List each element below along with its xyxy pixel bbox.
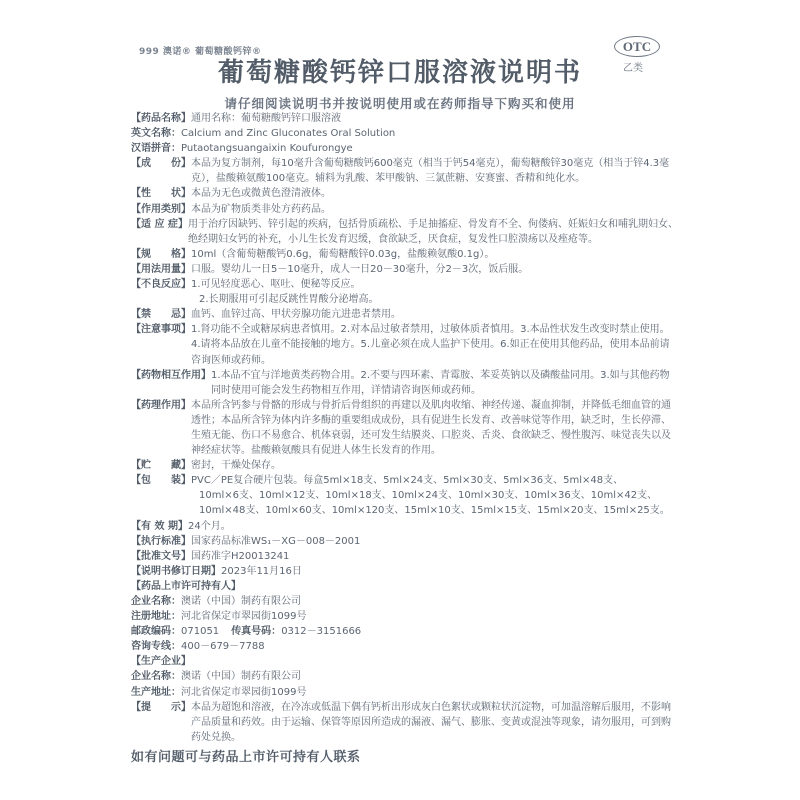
brand-logo: 999 澳诺® 葡萄糖酸钙锌® <box>139 47 262 57</box>
field-label: 企业名称： <box>131 671 181 683</box>
section-storage <box>131 458 679 473</box>
section-text: 国家药品标准WS₁－XG－008－2001 <box>191 535 361 547</box>
section-label: 【生产企业】 <box>131 656 191 668</box>
section-text: 10ml（含葡萄糖酸钙0.6g，葡萄糖酸锌0.03g，盐酸赖氨酸0.1g）。 <box>191 248 495 260</box>
section-text: PVC／PE复合硬片包装。每盒5ml×18支、5ml×24支、5ml×30支、5ml×36支、5ml×48支、 <box>191 475 624 487</box>
section-text: 2.长期服用可引起反跳性胃酸分泌增高。 <box>199 294 379 306</box>
section-text: Calcium and Zinc Gluconates Oral Solution <box>181 128 396 140</box>
section-text: Putaotangsuangaixin Koufurongye <box>181 143 353 155</box>
section-english-name <box>131 126 679 141</box>
section-label: 【执行标准】 <box>131 535 191 547</box>
holder-hotline <box>131 639 679 654</box>
section-label: 汉语拼音： <box>131 143 181 155</box>
section-dosage <box>131 262 679 277</box>
section-package <box>131 473 679 488</box>
section-text: 1.肾功能不全或糖尿病患者慎用。2.对本品过敏者禁用，过敏体质者慎用。3.本品性状发生改变时禁止使用。4.请将本品放在儿童不能接触的地方。5.儿童必须在成人监护下使用。6.如正在使用其他药品，使用本品前请咨询医师或药师。 <box>191 324 670 366</box>
section-adverse-item-2 <box>131 292 679 307</box>
section-text: 密封，干燥处保存。 <box>191 460 281 472</box>
section-label: 【批准文号】 <box>131 550 191 562</box>
section-text: 1.可见轻度恶心、呕吐、便秘等反应。 <box>191 279 361 291</box>
section-holder <box>131 579 679 594</box>
section-text: 10ml×48支、10ml×60支、10ml×120支、15ml×10支、15ml×15支、15ml×20支、15ml×25支。 <box>199 505 670 517</box>
section-label: 【包 装】 <box>131 475 191 487</box>
holder-address <box>131 609 679 624</box>
section-label: 【注意事项】 <box>131 324 191 336</box>
section-pharmacology <box>131 398 679 458</box>
field-value: 400－679－7788 <box>181 641 265 653</box>
section-label: 【有 效 期】 <box>131 520 188 532</box>
field-value: 071051 <box>181 626 220 638</box>
section-text: 血钙、血锌过高、甲状旁腺功能亢进患者禁用。 <box>191 309 401 321</box>
field-label: 咨询专线： <box>131 641 181 653</box>
section-text: 1.本品不宜与洋地黄类药物合用。2.不要与四环素、青霉胺、苯妥英钠以及磷酸盐同用。3.如与其他药物同时使用可能会发生药物相互作用，详情请咨询医师或药师。 <box>211 369 670 396</box>
field-label: 生产地址： <box>131 686 181 698</box>
section-label: 【禁 忌】 <box>131 309 191 321</box>
section-text: 2023年11月16日 <box>221 565 302 577</box>
section-precautions <box>131 322 679 367</box>
field-label: 企业名称： <box>131 596 181 607</box>
section-interactions <box>131 368 679 398</box>
holder-company <box>131 594 679 609</box>
section-character <box>131 186 679 201</box>
section-label: 【成 份】 <box>131 158 191 170</box>
section-text: 24个月。 <box>187 520 231 532</box>
section-text: 口服。婴幼儿一日5－10毫升，成人一日20－30毫升，分2－3次，饭后服。 <box>191 263 529 275</box>
section-label: 【说明书修订日期】 <box>131 565 221 577</box>
section-label: 【用法用量】 <box>131 263 191 275</box>
section-package-line-3 <box>131 503 679 518</box>
section-pinyin-name <box>131 141 679 156</box>
section-text: 通用名称：葡萄糖酸钙锌口服溶液 <box>191 113 341 124</box>
section-label: 【提 示】 <box>131 701 191 713</box>
section-label: 【药品名称】 <box>131 113 191 124</box>
section-label: 【性 状】 <box>131 188 191 200</box>
field-label: 传真号码： <box>231 626 282 638</box>
document-title: 葡萄糖酸钙锌口服溶液说明书 <box>217 58 582 88</box>
holder-postal-fax <box>131 624 679 639</box>
section-contraindications <box>131 307 679 322</box>
section-label: 英文名称： <box>131 128 181 140</box>
section-text: 本品为超饱和溶液，在冷冻或低温下偶有钙析出形成灰白色絮状或颗粒状沉淀物，可加温溶解后服用，不影响产品质量和药效。由于运输、保管等原因所造成的漏液、漏气、膨胀、变黄或混浊等现象，请勿服用，可到购药处兑换。 <box>191 701 671 743</box>
section-approval <box>131 549 679 564</box>
field-value: 澳诺（中国）制药有限公司 <box>181 596 301 607</box>
field-label: 注册地址： <box>131 611 181 623</box>
section-text: 本品为复方制剂，每10毫升含葡萄糖酸钙600毫克（相当于钙54毫克），葡萄糖酸锌30毫克（相当于锌4.3毫克），盐酸赖氨酸100毫克。辅料为乳酸、苯甲酸钠、三氯蔗糖、安赛蜜、香精和纯化水。 <box>191 158 670 185</box>
field-label: 邮政编码： <box>131 626 181 638</box>
section-label: 【药品上市许可持有人】 <box>131 580 241 592</box>
section-text: 国药准字H20013241 <box>191 550 290 562</box>
section-package-line-2 <box>131 488 679 503</box>
section-adverse <box>131 277 679 292</box>
section-label: 【药理作用】 <box>131 399 191 411</box>
section-category <box>131 202 679 217</box>
section-manufacturer <box>131 654 679 669</box>
section-label: 【适 应 症】 <box>131 218 188 230</box>
manufacturer-address <box>131 685 679 700</box>
section-validity <box>131 519 679 534</box>
otc-class-label: 乙类 <box>623 63 643 74</box>
section-label: 【药物相互作用】 <box>131 369 211 381</box>
section-spec <box>131 247 679 262</box>
section-text: 10ml×6支、10ml×12支、10ml×18支、10ml×24支、10ml×30支、10ml×36支、10ml×42支、 <box>199 490 658 502</box>
section-label: 【贮 藏】 <box>131 460 191 472</box>
section-revision <box>131 564 679 579</box>
field-value: 河北省保定市翠园街1099号 <box>181 686 307 698</box>
section-drug-name <box>131 111 679 126</box>
field-value: 0312－3151666 <box>281 626 362 638</box>
footer-contact-note: 如有问题可与药品上市许可持有人联系 <box>131 750 361 765</box>
otc-badge: OTC <box>614 36 660 57</box>
section-label: 【规 格】 <box>131 248 191 260</box>
section-label: 【不良反应】 <box>131 279 191 291</box>
section-standard <box>131 534 679 549</box>
section-text: 用于治疗因缺钙、锌引起的疾病，包括骨质疏松、手足抽搐症、骨发育不全、佝偻病、妊娠妇女和哺乳期妇女、绝经期妇女钙的补充，小儿生长发育迟缓，食欲缺乏，厌食症，复发性口腔溃疡以及痤疮等。 <box>187 218 678 245</box>
section-indications <box>131 217 679 247</box>
section-text: 本品为无色或微黄色澄清液体。 <box>191 188 331 200</box>
document-subtitle: 请仔细阅读说明书并按说明使用或在药师指导下购买和使用 <box>224 96 576 111</box>
section-composition <box>131 156 679 186</box>
section-label: 【作用类别】 <box>131 203 191 215</box>
leaflet-body <box>131 111 679 745</box>
field-value: 河北省保定市翠园街1099号 <box>181 611 307 623</box>
section-notice <box>131 700 679 745</box>
section-text: 本品所含钙参与骨骼的形成与骨折后骨组织的再建以及肌肉收缩、神经传递、凝血抑制，并降低毛细血管的通透性；本品所含锌为体内许多酶的重要组成成份，具有促进生长发育、改善味觉等作用，缺乏时，生长停滞、生殖无能、伤口不易愈合、机体衰弱，还可发生结膜炎、口腔炎、舌炎、食欲缺乏、慢性腹泻、味觉丧失以及神经症状等。盐酸赖氨酸具有促进人体生长发育的作用。 <box>191 399 671 457</box>
section-text: 本品为矿物质类非处方药药品。 <box>191 203 331 215</box>
field-value: 澳诺（中国）制药有限公司 <box>181 671 301 683</box>
manufacturer-company <box>131 669 679 684</box>
